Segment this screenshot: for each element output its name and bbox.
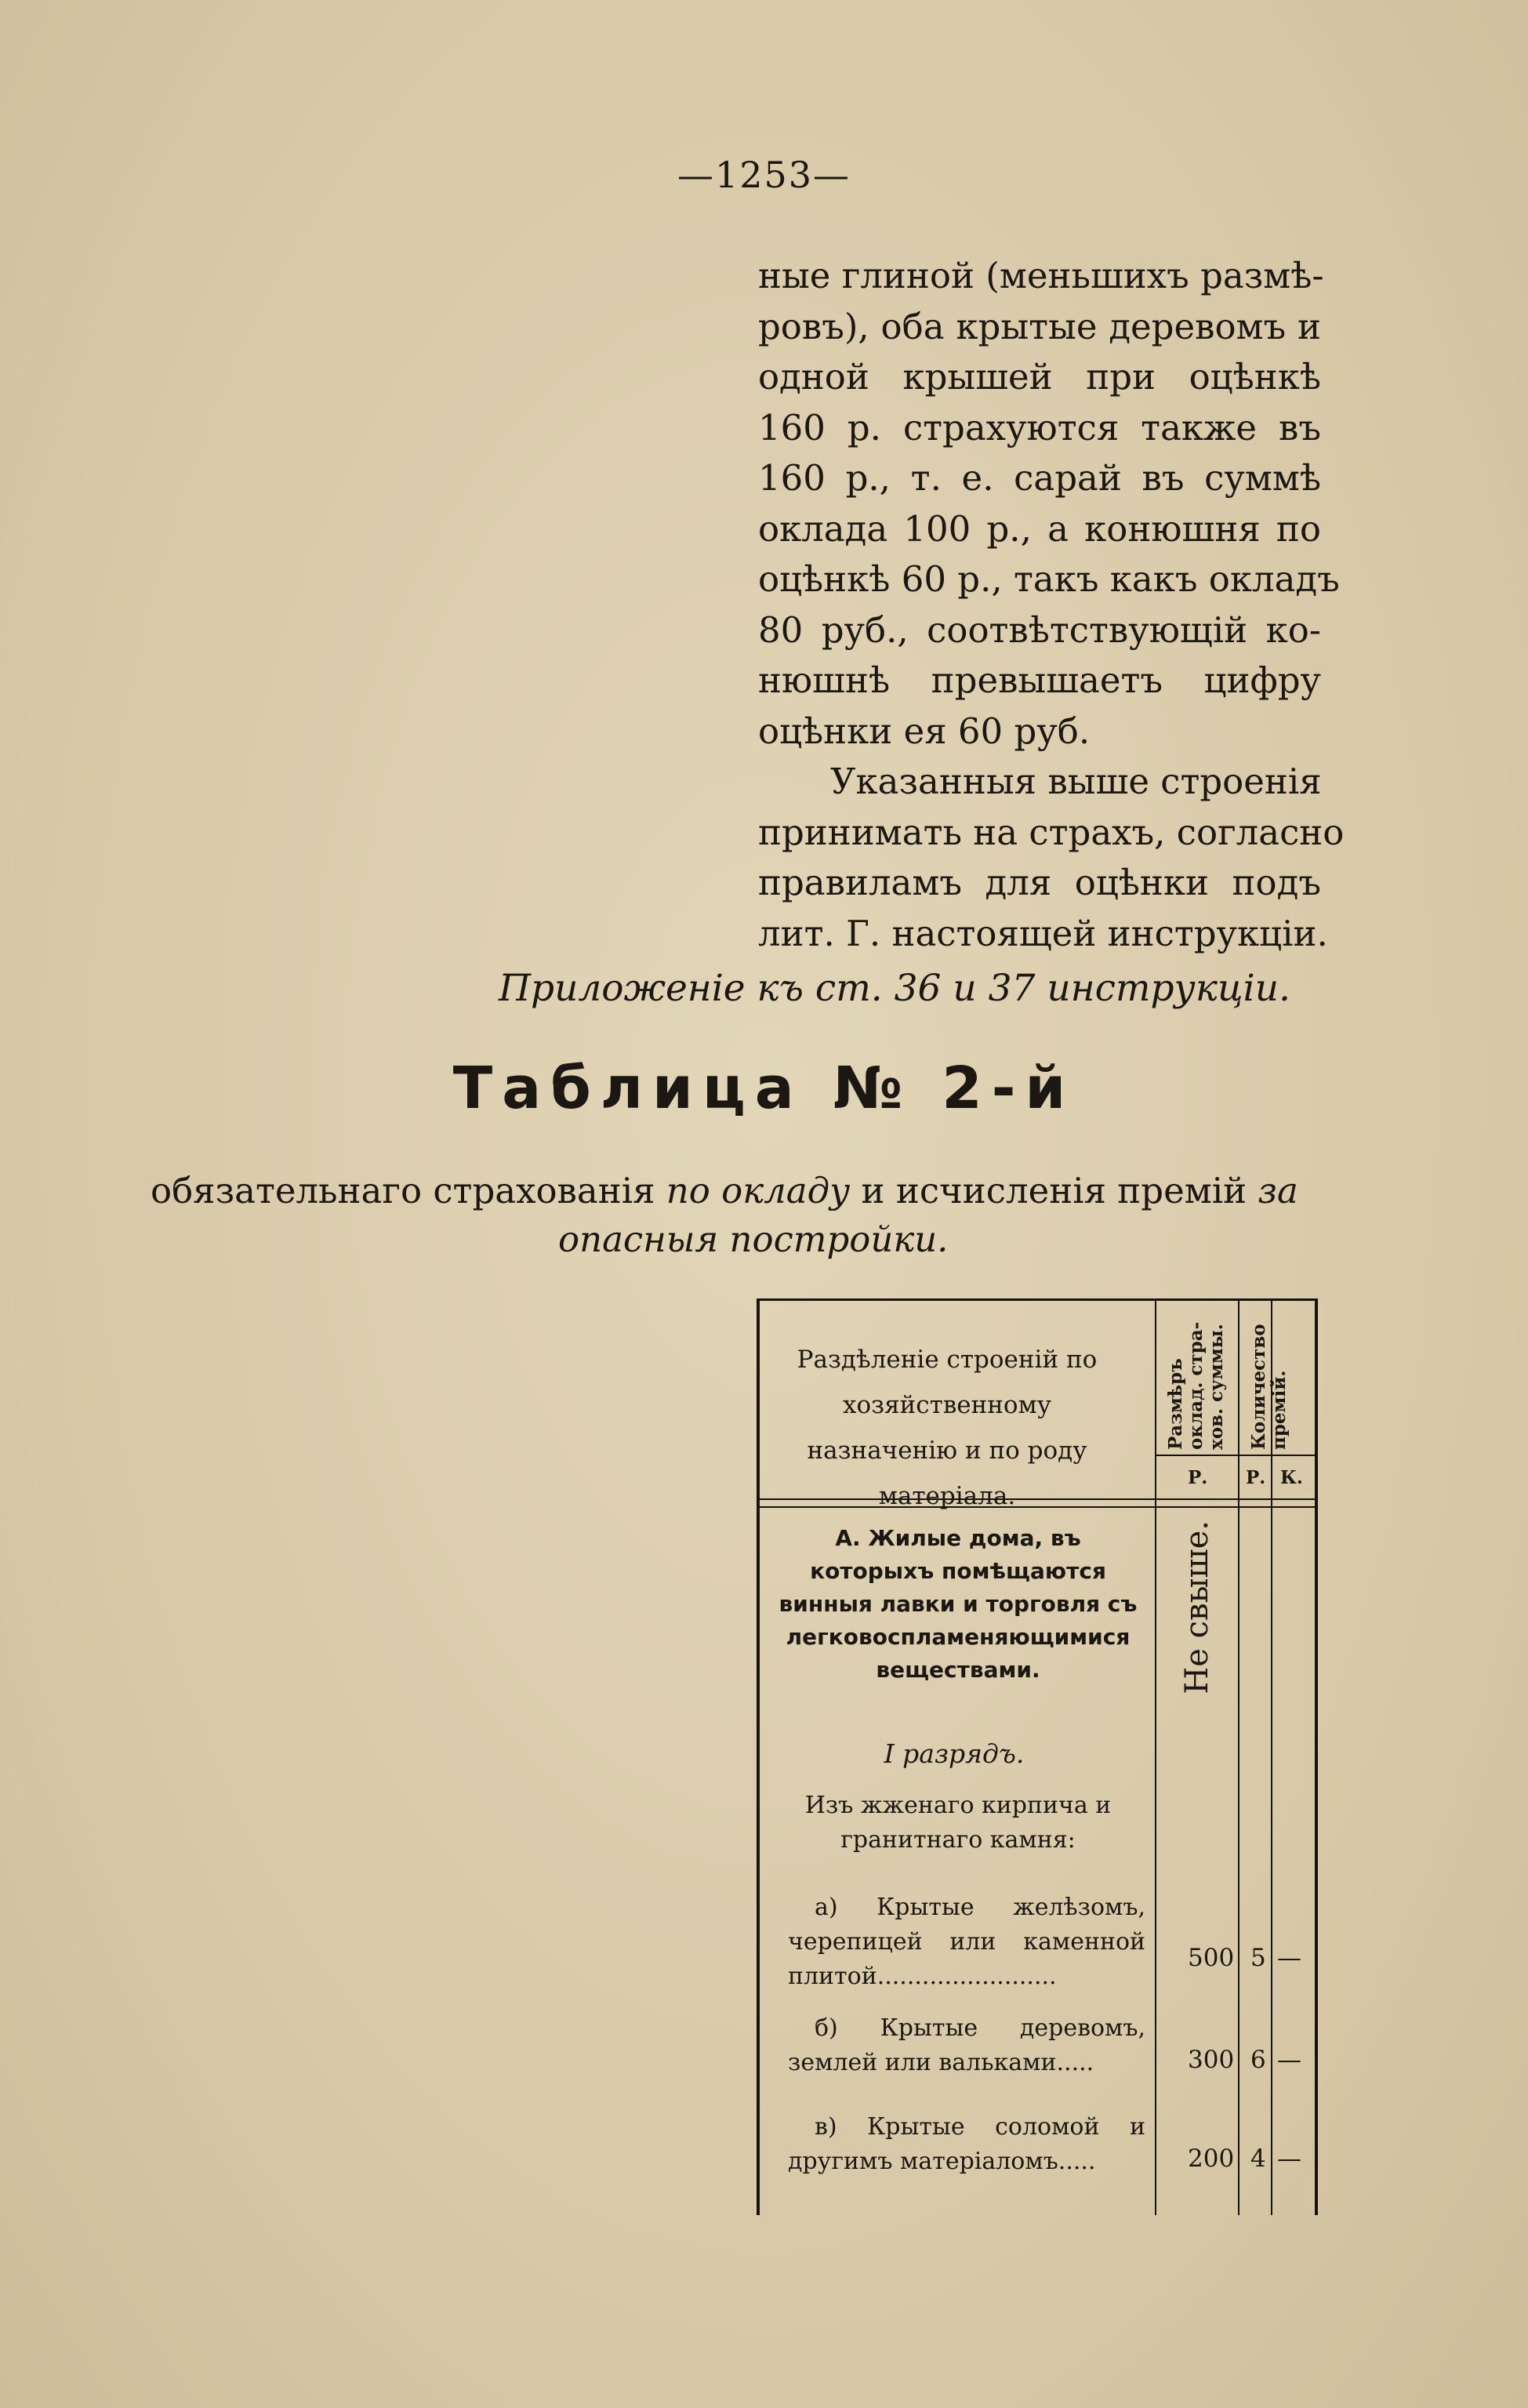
subtitle-part: и исчисленія премій <box>850 1170 1258 1211</box>
subtitle-line-1 <box>151 1167 1297 1215</box>
header-salary: Размѣръ оклад. стра- хов. суммы. <box>1165 1321 1227 1450</box>
text-line: лит. Г. настоящей инструкціи. <box>758 912 1328 954</box>
unit-salary: Р. <box>1188 1467 1208 1488</box>
table-title: Таблица № 2-й <box>452 1055 1076 1122</box>
table-row <box>788 2110 1145 2179</box>
text-line: одной крышей при оцѣнкѣ <box>758 356 1321 398</box>
text-line: 80 руб., соотвѣтствующій ко- <box>758 608 1321 651</box>
text-line: ные глиной (меньшихъ размѣ- <box>758 255 1324 296</box>
subtitle-italic: по окладу <box>666 1170 851 1211</box>
continued-text <box>758 251 1345 959</box>
razryad-label: I разрядъ. <box>884 1738 1025 1769</box>
column-rule <box>1155 1301 1156 2215</box>
column-rule <box>1238 1301 1239 2215</box>
table-row <box>788 2011 1145 2080</box>
unit-rub: Р. <box>1246 1467 1266 1488</box>
row-salary: 500 <box>1188 1944 1235 1972</box>
row-text: а) Крытые желѣзомъ, <box>815 1894 1145 1921</box>
text-line: правиламъ для оцѣнки подъ <box>758 862 1321 903</box>
subtitle-part: обязательнаго страхованія <box>151 1170 666 1211</box>
row-rub: 5 <box>1250 1944 1266 1972</box>
text-line: 160 р. страхуются также въ <box>758 406 1321 449</box>
text-line: ровъ), оба крытые деревомъ и <box>758 305 1321 347</box>
text-line: оцѣнкѣ 60 р., такъ какъ окладъ <box>758 558 1340 600</box>
section-a: А. Жилые дома, въ которыхъ помѣщаются винныя лавки и торговля съ легковоспламеняющимися веществами. <box>779 1525 1138 1683</box>
text-line: оклада 100 р., а конюшня по <box>758 507 1321 550</box>
text-line: оцѣнки ея 60 руб. <box>758 710 1091 752</box>
table-subtitle <box>151 1167 1297 1264</box>
row-text: черепицей или каменной <box>788 1928 1145 1956</box>
material-label: Изъ жженаго кирпича и гранитнаго камня: <box>804 1792 1112 1854</box>
row-text: б) Крытые деревомъ, <box>815 2014 1145 2042</box>
row-text: плитой........................ <box>788 1963 1057 1990</box>
no-more-label: Не свыше. <box>1179 1520 1215 1694</box>
header-premium: Количество премій. <box>1248 1324 1290 1450</box>
row-salary: 300 <box>1188 2046 1235 2074</box>
premium-table <box>757 1298 1318 2215</box>
appendix-note: Приложеніе къ ст. 36 и 37 инструкціи. <box>499 967 1290 1010</box>
text-line: 160 р., т. е. сарай въ суммѣ <box>758 457 1321 499</box>
row-text: землей или вальками..... <box>788 2049 1094 2076</box>
header-rule <box>1155 1455 1315 1456</box>
text-line: Указанныя выше строенія <box>830 761 1322 802</box>
subtitle-line-2: опасныя постройки. <box>558 1219 949 1260</box>
row-salary: 200 <box>1188 2145 1235 2173</box>
text-line: принимать на страхъ, согласно <box>758 811 1345 853</box>
unit-kop: К. <box>1280 1467 1303 1488</box>
row-kop: — <box>1277 2046 1301 2074</box>
row-kop: — <box>1277 1944 1301 1972</box>
row-kop: — <box>1277 2145 1301 2173</box>
row-text: в) Крытые соломой и <box>815 2113 1145 2141</box>
row-text: другимъ матеріаломъ..... <box>788 2148 1096 2175</box>
header-description: Раздѣленіе строеній по хозяйственному назначенію и по роду матеріала. <box>797 1346 1098 1510</box>
row-rub: 4 <box>1250 2145 1266 2173</box>
subtitle-italic: за <box>1258 1170 1298 1211</box>
page-number: —1253— <box>677 154 851 196</box>
row-rub: 6 <box>1250 2046 1266 2074</box>
table-row <box>788 1890 1145 1994</box>
text-line: нюшнѣ превышаетъ цифру <box>758 659 1321 701</box>
